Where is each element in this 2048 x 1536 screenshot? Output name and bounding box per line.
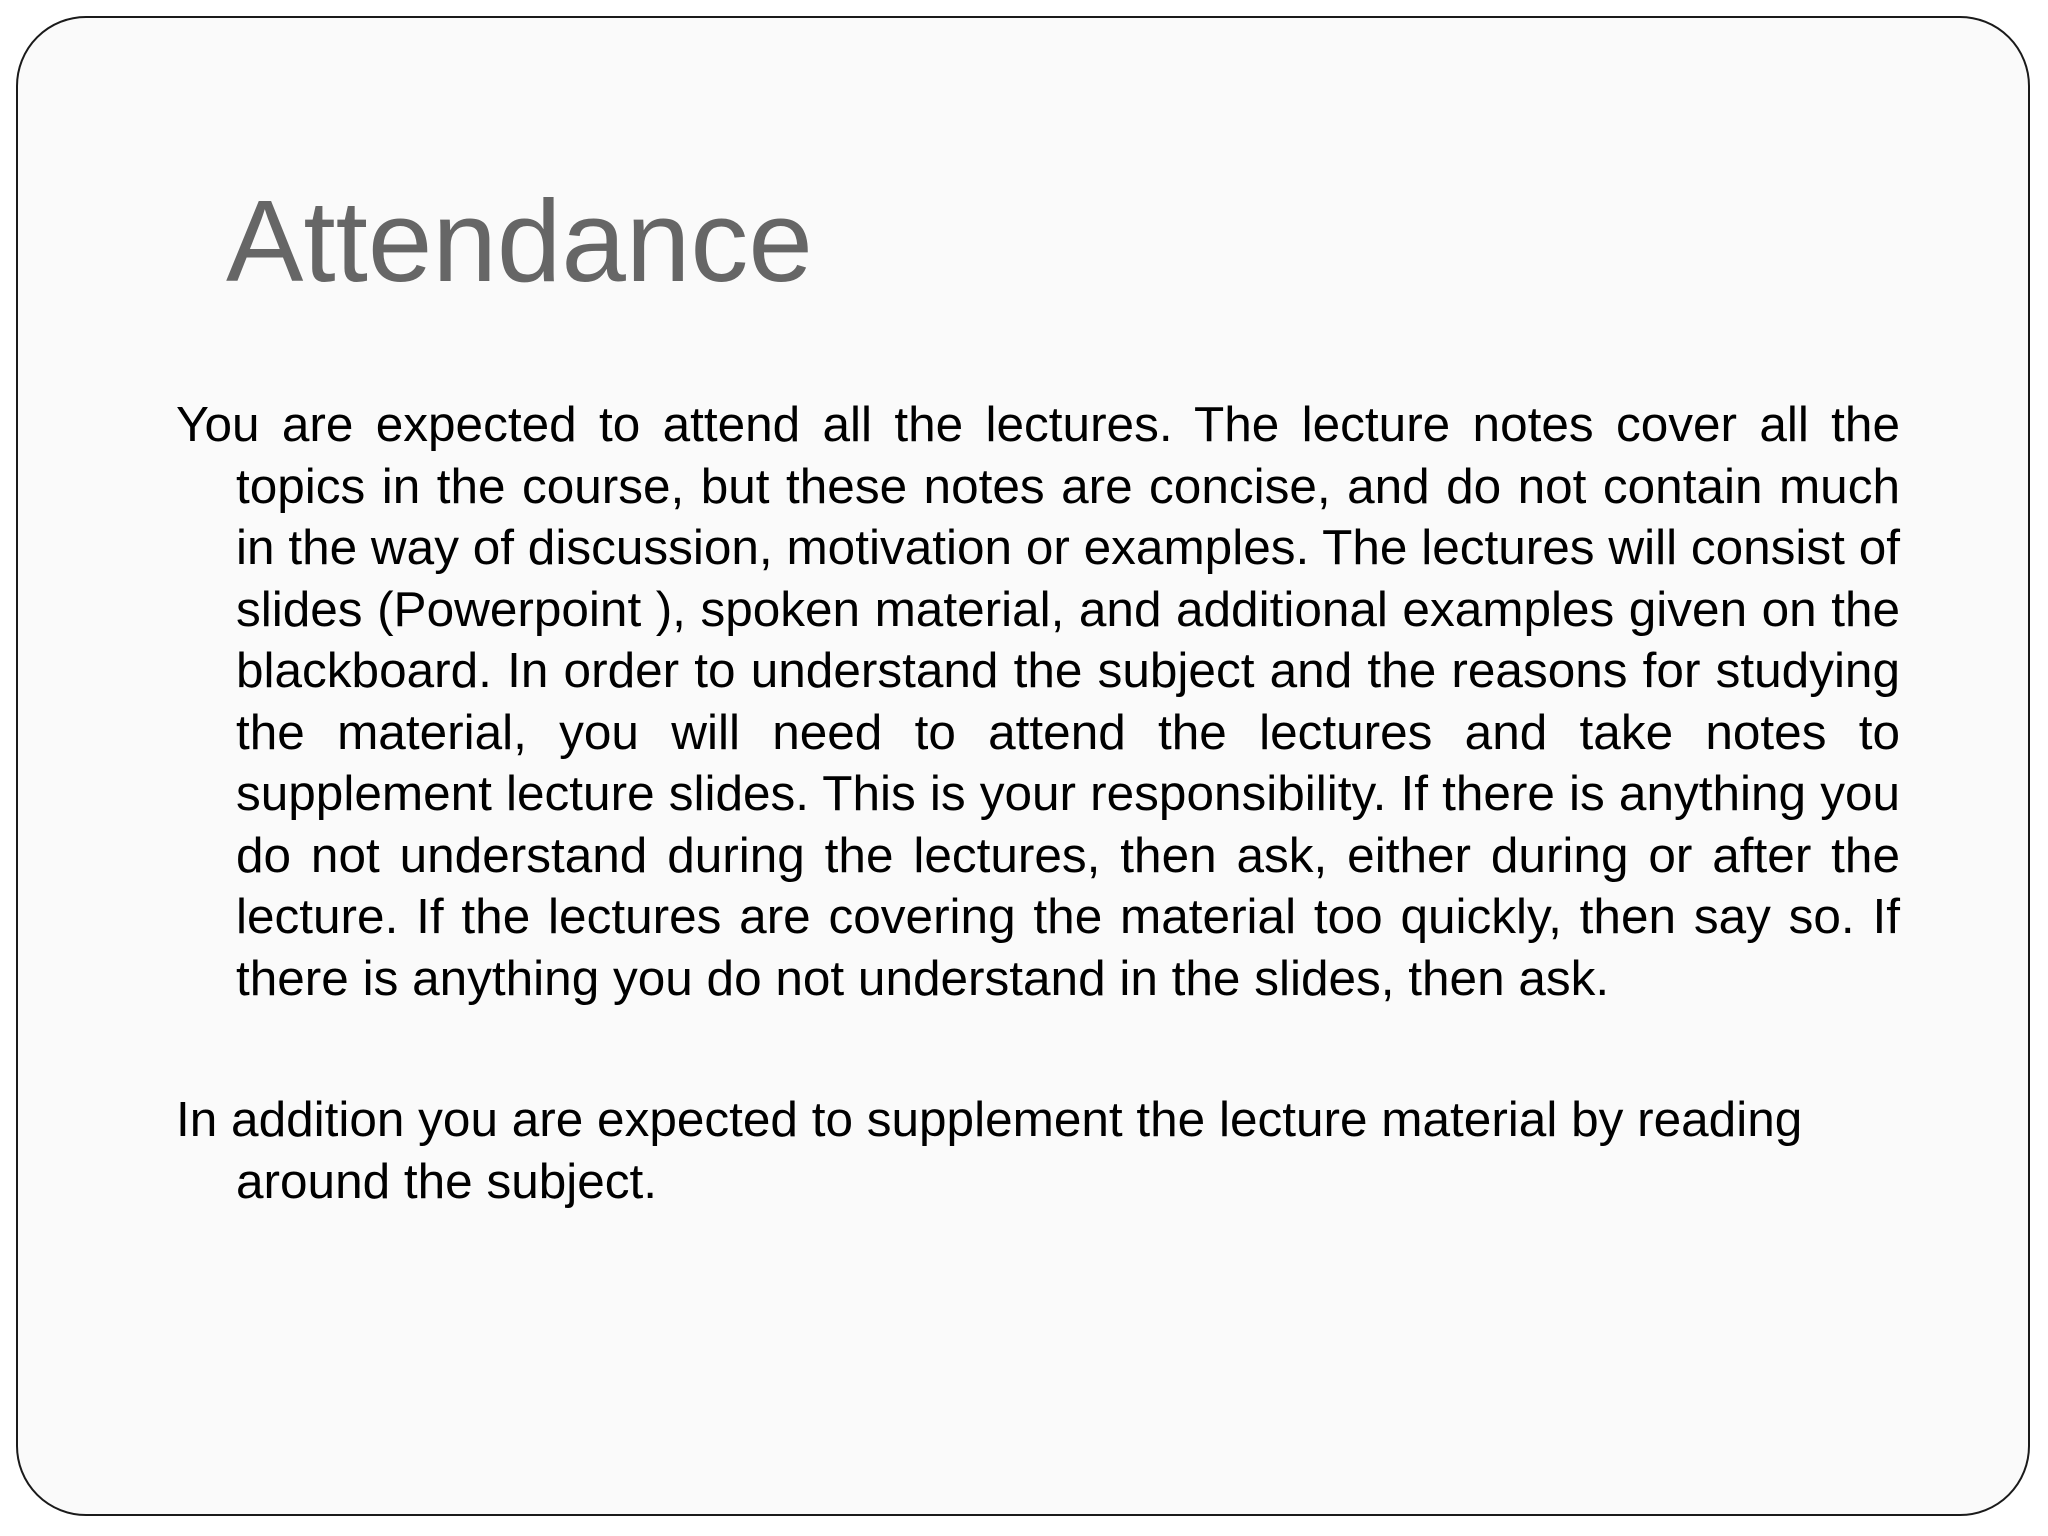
slide-title: Attendance — [226, 176, 813, 306]
body-paragraph-attendance: You are expected to attend all the lectures. The lecture notes cover all the topics in the course, but these notes are concise, and do not contain much in the way of discussion, motivation or examples. The lectures will consist of slides (Powerpoint ), spoken material, and additional examples given on the blackboard. In order to understand the subject and the reasons for studying the material, you will need to attend the lectures and take notes to supplement lecture slides. This is your responsibility. If there is anything you do not understand during the lectures, then ask, either during or after the lecture. If the lectures are covering the material too quickly, then say so. If there is anything you do not understand in the slides, then ask. — [176, 397, 1900, 1006]
slide-body — [176, 394, 1900, 1212]
body-paragraph-reading: In addition you are expected to supplement the lecture material by reading around the subject. — [176, 1092, 1803, 1209]
slide-frame — [16, 16, 2030, 1516]
